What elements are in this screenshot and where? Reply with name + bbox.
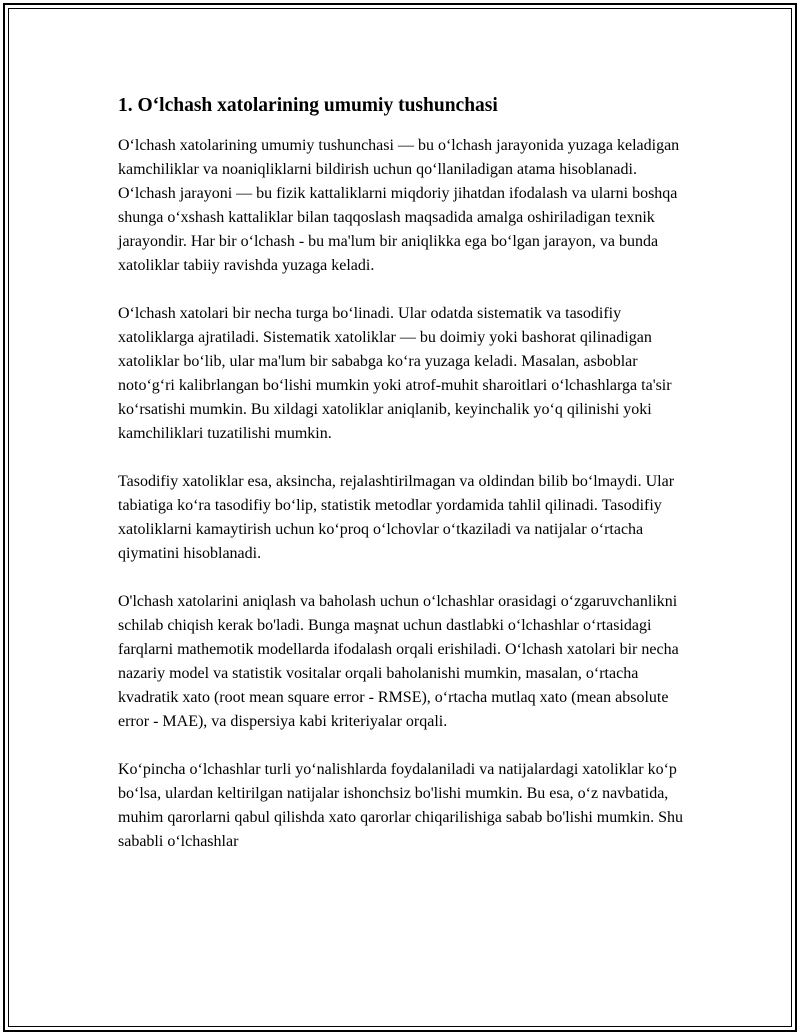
section-title: 1. O‘lchash xatolarining umumiy tushunchasi xyxy=(118,95,498,116)
paragraph-3: Tasodifiy xatoliklar esa, aksincha, rejalashtirilmagan va oldindan bilib bo‘lmaydi. Ular tabiatiga ko‘ra tasodifiy bo‘lip, statistik metodlar yordamida tahlil qilinadi. Tasodifiy xatoliklarni kamaytirish uchun ko‘proq o‘lchovlar o‘tkaziladi va natijalar o‘rtacha qiymatini hisoblanadi. xyxy=(118,473,675,562)
paragraph-5: Ko‘pincha o‘lchashlar turli yo‘nalishlarda foydalaniladi va natijalardagi xatoliklar ko‘p bo‘lsa, ulardan keltirilgan natijalar ishonchsiz bo'lishi mumkin. Bu esa, o‘z navbatida, muhim qarorlarni qabul qilishda xato qarorlar chiqarilishiga sabab bo'lishi mumkin. Shu sababli o‘lchashlar xyxy=(118,761,683,850)
paragraph-4: O'lchash xatolarini aniqlash va baholash uchun o‘lchashlar orasidagi o‘zgaruvchanlikni schilab chiqish kerak bo'ladi. Bunga maşnat uchun dastlabki o‘lchashlar o‘rtasidagi farqlarni mathemotik modellarda ifodalash orqali erishiladi. O‘lchash xatolari bir necha nazariy model va statistik vositalar orqali baholanishi mumkin, masalan, o‘rtacha kvadratik xato (root mean square error - RMSE), o‘rtacha mutlaq xato (mean absolute error - MAE), va dispersiya kabi kriteriyalar orqali. xyxy=(118,593,679,730)
paragraph-2: O‘lchash xatolari bir necha turga bo‘linadi. Ular odatda sistematik va tasodifiy xatoliklarga ajratiladi. Sistematik xatoliklar — bu doimiy yoki bashorat qilinadigan xatoliklar bo‘lib, ular ma'lum bir sababga ko‘ra yuzaga keladi. Masalan, asboblar noto‘g‘ri kalibrlangan bo‘lishi mumkin yoki atrof-muhit sharoitlari o‘lchashlarga ta'sir ko‘rsatishi mumkin. Bu xildagi xatoliklar aniqlanib, keyinchalik yo‘q qilinishi yoki kamchiliklari tuzatilishi mumkin. xyxy=(118,305,672,442)
document-body xyxy=(118,92,684,854)
paragraph-1: O‘lchash xatolarining umumiy tushunchasi — bu o‘lchash jarayonida yuzaga keladigan kamchiliklar va noaniqliklarni bildirish uchun qo‘llaniladigan atama hisoblanadi. O‘lchash jarayoni — bu fizik kattaliklarni miqdoriy jihatdan ifodalash va ularni boshqa shunga o‘xshash kattaliklar bilan taqqoslash maqsadida amalga oshiriladigan texnik jarayondir. Har bir o‘lchash - bu ma'lum bir aniqlikka ega bo‘lgan jarayon, va bunda xatoliklar tabiiy ravishda yuzaga keladi. xyxy=(118,137,680,274)
